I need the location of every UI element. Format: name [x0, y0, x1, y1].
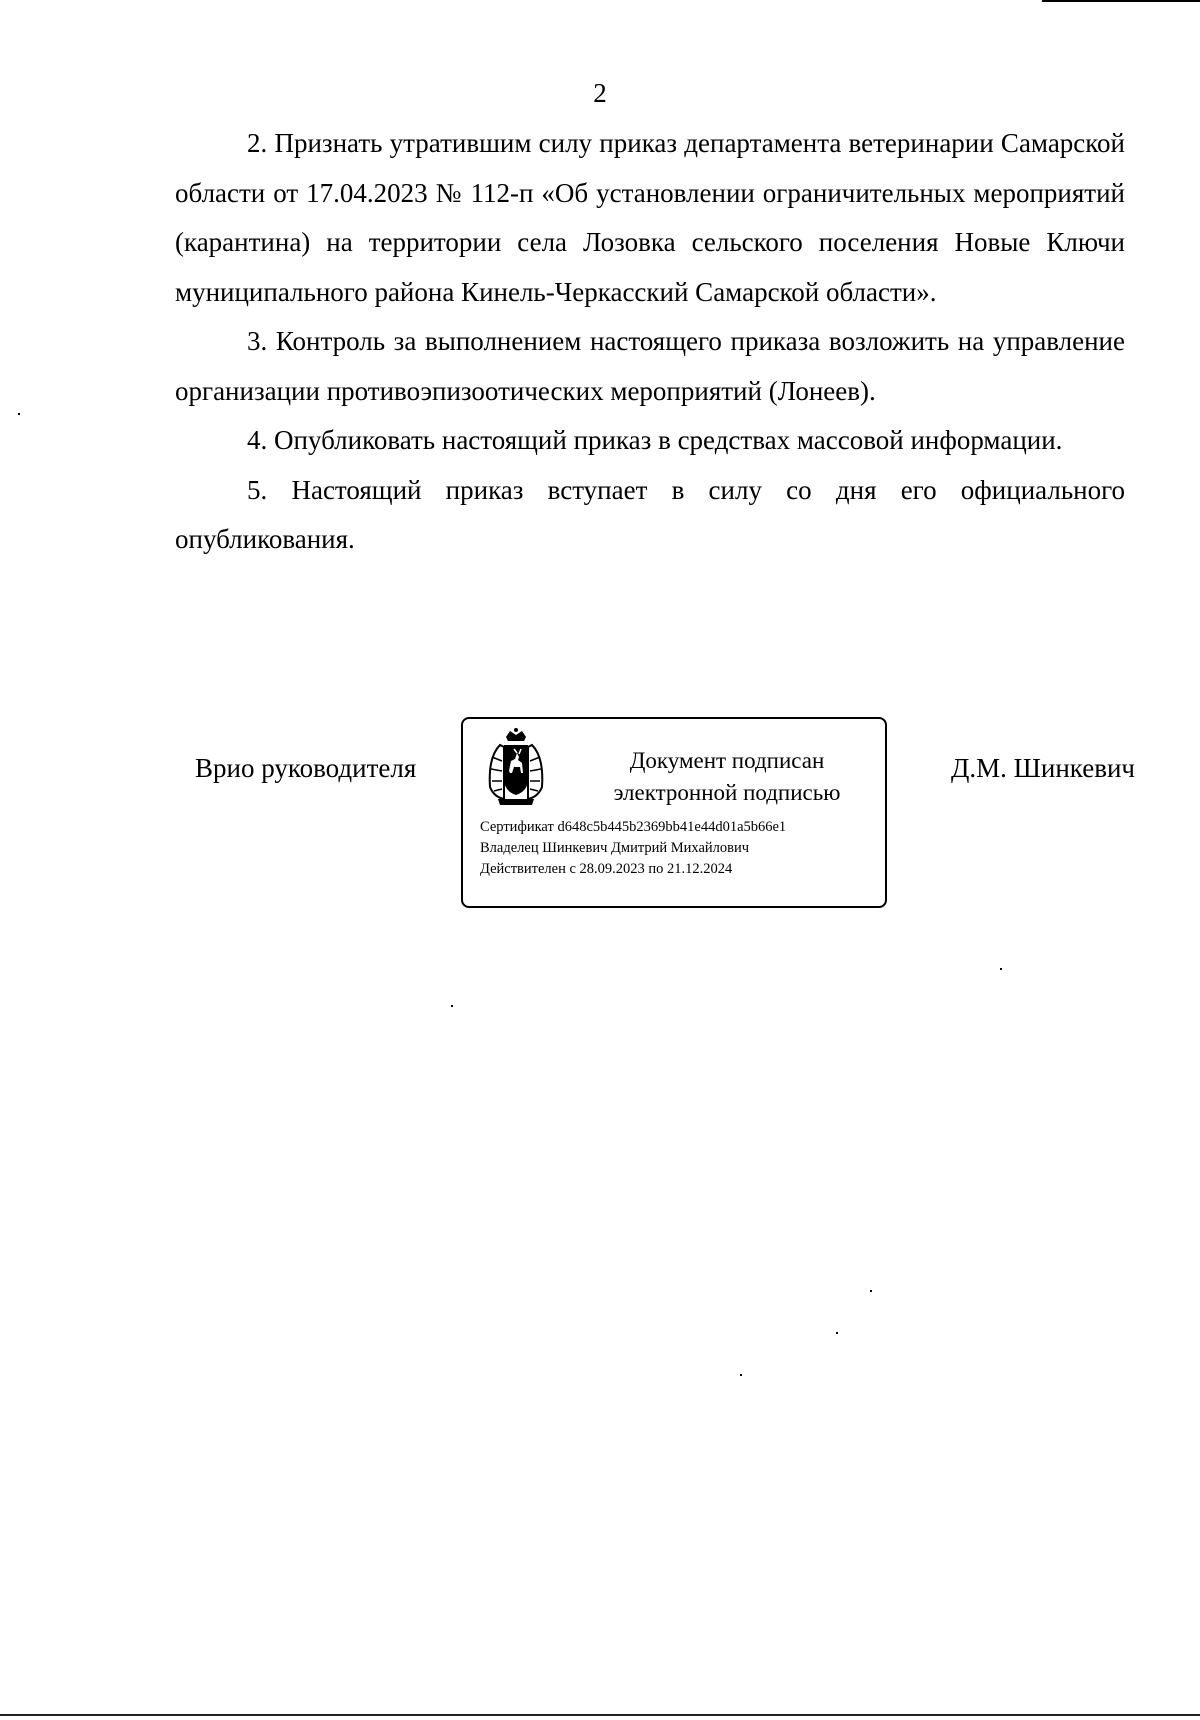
- stamp-certificate: Сертификат d648c5b445b2369bb41e44d01a5b66e1: [480, 819, 787, 835]
- page-number: 2: [593, 78, 607, 108]
- samara-coat-of-arms-icon: [480, 727, 552, 807]
- stamp-heading-line2: электронной подписью: [613, 780, 841, 805]
- scan-speck: [1000, 968, 1002, 970]
- signer-title: Врио руководителя: [195, 753, 417, 783]
- bottom-edge-rule: [0, 1714, 1200, 1716]
- stamp-owner: Владелец Шинкевич Дмитрий Михайлович: [480, 840, 750, 856]
- signer-name: Д.М. Шинкевич: [950, 753, 1135, 783]
- scan-speck: [836, 1332, 838, 1334]
- scan-speck: [18, 413, 20, 415]
- stamp-validity: Действителен с 28.09.2023 по 21.12.2024: [480, 861, 733, 877]
- stamp-heading: [583, 745, 871, 809]
- paragraph-3: 3. Контроль за выполнением настоящего приказа возложить на управление организации противоэпизоотических мероприятий (Лонеев).: [175, 326, 1125, 406]
- top-edge-rule: [1042, 0, 1200, 2]
- scan-speck: [451, 1005, 453, 1007]
- stamp-details: [480, 817, 880, 880]
- paragraph-4: 4. Опубликовать настоящий приказ в средствах массовой информации.: [247, 425, 1063, 455]
- document-body: [175, 119, 1125, 565]
- stamp-heading-line1: Документ подписан: [629, 748, 825, 773]
- scan-speck: [870, 1290, 872, 1292]
- paragraph-5: 5. Настоящий приказ вступает в силу со дня его официального опубликования.: [175, 474, 1125, 554]
- electronic-signature-stamp: [461, 717, 887, 908]
- scan-speck: [740, 1374, 742, 1376]
- paragraph-2: 2. Признать утратившим силу приказ департамента ветеринарии Самарской области от 17.04.2023 № 112-п «Об установлении ограничительных мероприятий (карантина) на территории села Лозовка сельского поселения Новые Ключи муниципального района Кинель-Черкасский Самарской области».: [175, 128, 1125, 307]
